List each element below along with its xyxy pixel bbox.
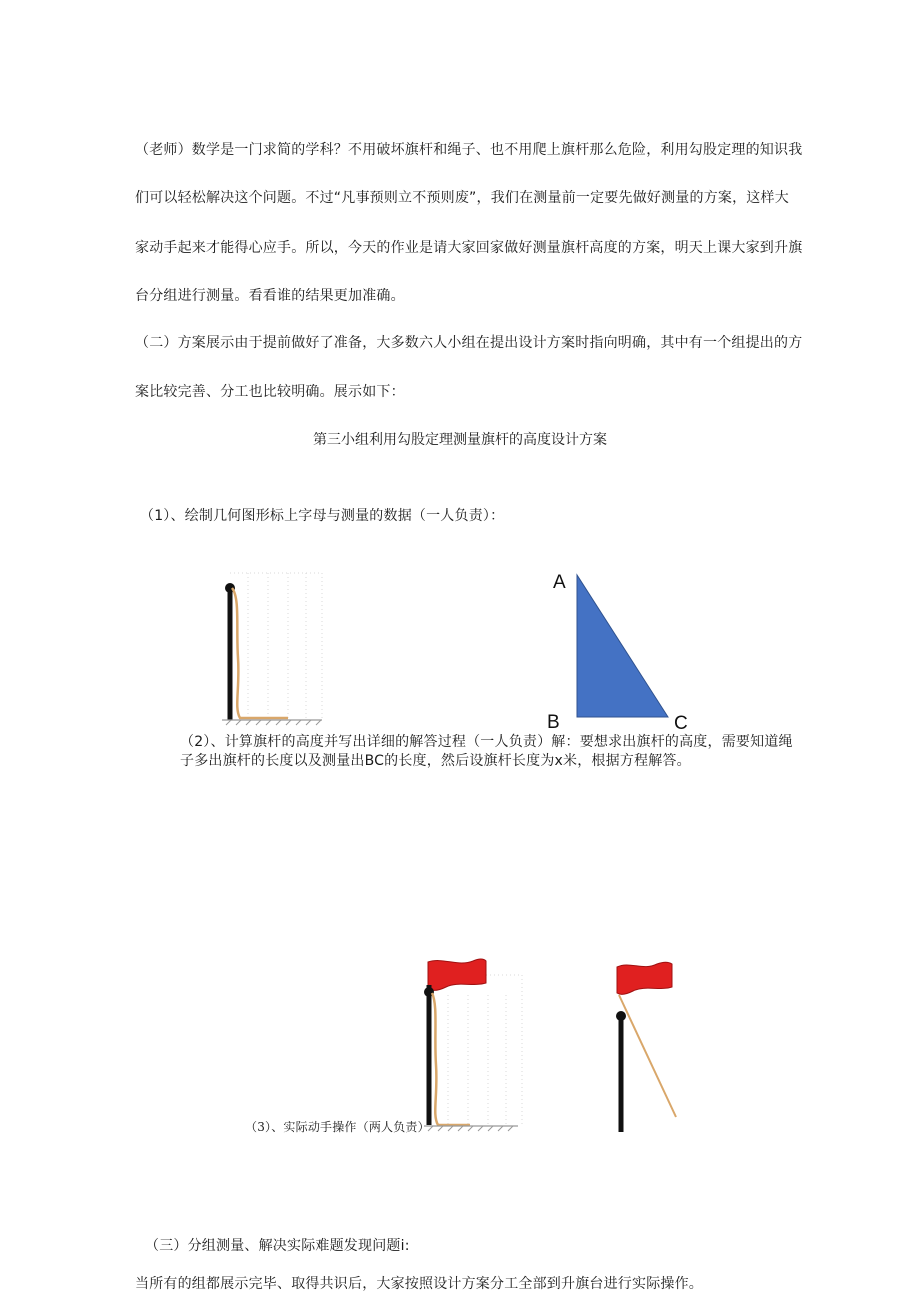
red-flag — [428, 959, 486, 990]
step2-line1: （2）、计算旗杆的高度并写出详细的解答过程（一人负责）解：要想求出旗杆的高度，需要知道绳 — [180, 734, 793, 750]
paragraph2-line1: （二）方案展示由于提前做好了准备，大多数六人小组在提出设计方案时指向明确，其中有一个组提出的方 — [135, 335, 803, 351]
vertex-label-a: A — [553, 572, 566, 593]
paragraph1-line2: 们可以轻松解决这个问题。不过“凡事预则立不预则废”，我们在测量前一定要先做好测量的方案，这样大 — [135, 190, 789, 206]
step3-text: （3）、实际动手操作（两人负责） — [245, 1120, 430, 1134]
flag-rope-hanging-figure — [418, 955, 528, 1137]
final-line: 当所有的组都展示完毕、取得共识后，大家按照设计方案分工全部到升旗台进行实际操作。 — [135, 1276, 703, 1292]
plan-title: 第三小组利用勾股定理测量旗杆的高度设计方案 — [313, 432, 607, 448]
paragraph2-line2: 案比较完善、分工也比较明确。展示如下： — [135, 384, 405, 400]
vertex-label-c: C — [674, 713, 688, 734]
red-flag — [617, 962, 672, 994]
triangle-abc — [577, 575, 668, 717]
step1-text: （1）、绘制几何图形标上字母与测量的数据（一人负责）： — [140, 508, 505, 524]
flagpole-rope-figure — [218, 568, 328, 728]
paragraph1-line3: 家动手起来才能得心应手。所以，今天的作业是请大家回家做好测量旗杆高度的方案，明天上课大家到升旗 — [135, 240, 803, 256]
right-triangle-figure — [540, 565, 700, 735]
rope — [619, 995, 676, 1117]
rope — [432, 993, 470, 1125]
step2-line2: 子多出旗杆的长度以及测量出BC的长度，然后设旗杆长度为x米，根据方程解答。 — [180, 753, 691, 769]
flag-rope-stretched-figure — [605, 955, 685, 1135]
pole-top-knob — [616, 1011, 626, 1021]
paragraph1-line1: （老师）数学是一门求简的学科？不用破坏旗杆和绳子、也不用爬上旗杆那么危险，利用勾股定理的知识我 — [135, 142, 803, 158]
rope — [232, 588, 288, 718]
section3-heading: （三）分组测量、解决实际难题发现问题i: — [145, 1238, 410, 1254]
vertex-label-b: B — [547, 712, 560, 733]
paragraph1-line4: 台分组进行测量。看看谁的结果更加准确。 — [135, 288, 405, 304]
